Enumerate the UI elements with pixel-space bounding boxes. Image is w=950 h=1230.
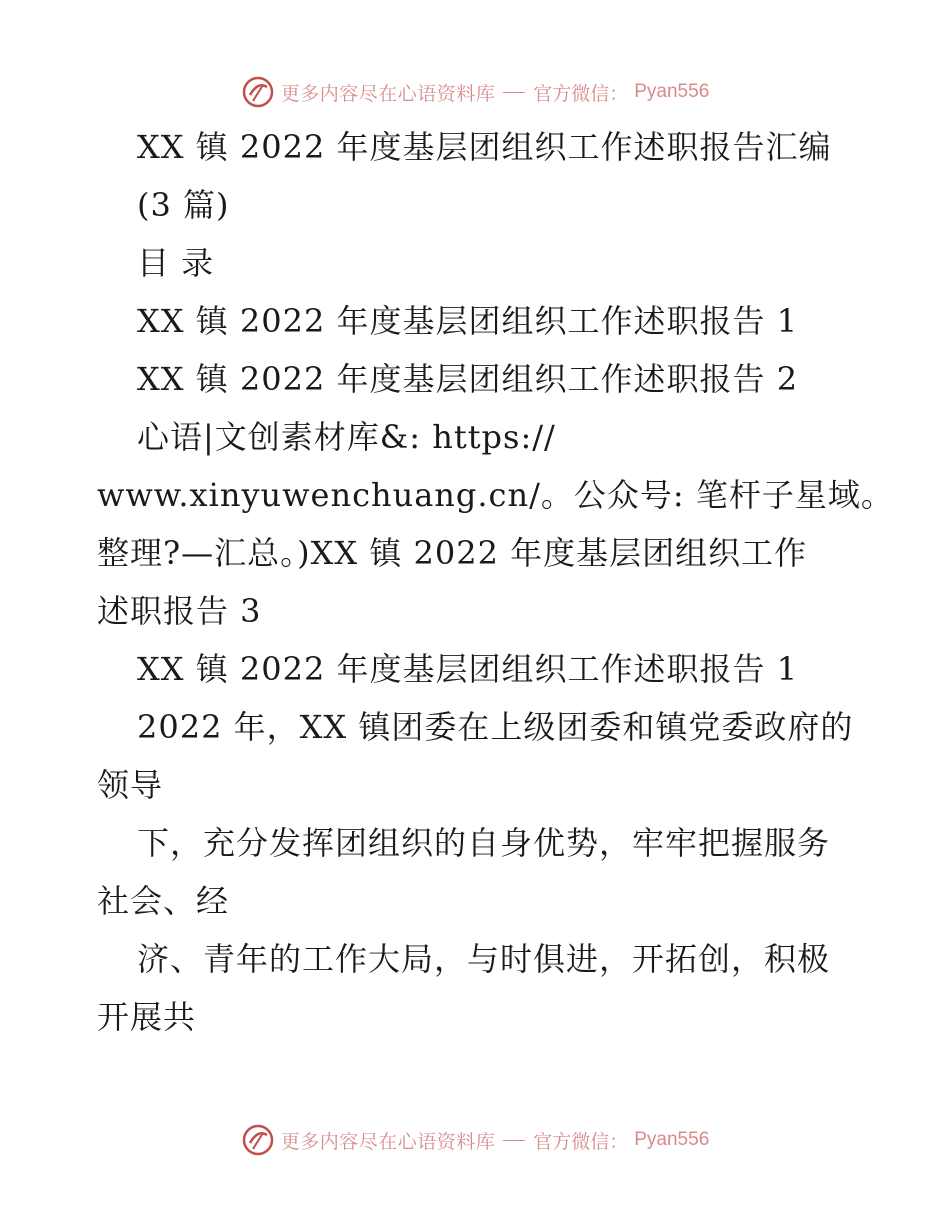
watermark-wechat-label: 官方微信： (533, 82, 629, 105)
toc-item: XX 镇 2022 年度基层团组织工作述职报告 2 (137, 360, 799, 398)
toc-item: 述职报告 3 (97, 592, 262, 630)
watermark-banner-top (0, 72, 950, 112)
toc-heading: 目 录 (137, 244, 215, 282)
source-note: www.xinyuwenchuang.cn/。公众号: 笔杆子星域。 (97, 476, 894, 514)
watermark-wechat-id: Pyan556 (634, 1129, 710, 1150)
watermark-separator (503, 92, 525, 93)
paragraph-line: 领导 (97, 766, 164, 804)
document-body (97, 118, 894, 1046)
paragraph-line: 济、青年的工作大局，与时俱进，开拓创，积极 (137, 940, 831, 978)
watermark-logo-icon (241, 75, 275, 109)
watermark-wechat-label: 官方微信： (533, 1130, 629, 1153)
watermark-banner-bottom (0, 1120, 950, 1160)
source-note: 心语|文创素材库&: https:// (137, 418, 556, 456)
paragraph-line: 2022 年，XX 镇团委在上级团委和镇党委政府的 (137, 708, 854, 746)
section-heading: XX 镇 2022 年度基层团组织工作述职报告 1 (137, 650, 799, 688)
watermark-logo-icon (241, 1123, 275, 1157)
document-subtitle: (3 篇) (137, 186, 230, 224)
watermark-separator (503, 1140, 525, 1141)
watermark-text: 更多内容尽在心语资料库 (280, 1130, 496, 1153)
document-title: XX 镇 2022 年度基层团组织工作述职报告汇编 (137, 128, 832, 166)
paragraph-line: 下，充分发挥团组织的自身优势，牢牢把握服务 (137, 824, 831, 862)
paragraph-line: 社会、经 (97, 882, 230, 920)
watermark-wechat-id: Pyan556 (634, 81, 710, 102)
toc-item: XX 镇 2022 年度基层团组织工作述职报告 1 (137, 302, 799, 340)
watermark-text: 更多内容尽在心语资料库 (280, 82, 496, 105)
source-note: 整理?—汇总。)XX 镇 2022 年度基层团组织工作 (97, 534, 808, 572)
paragraph-line: 开展共 (97, 998, 197, 1036)
